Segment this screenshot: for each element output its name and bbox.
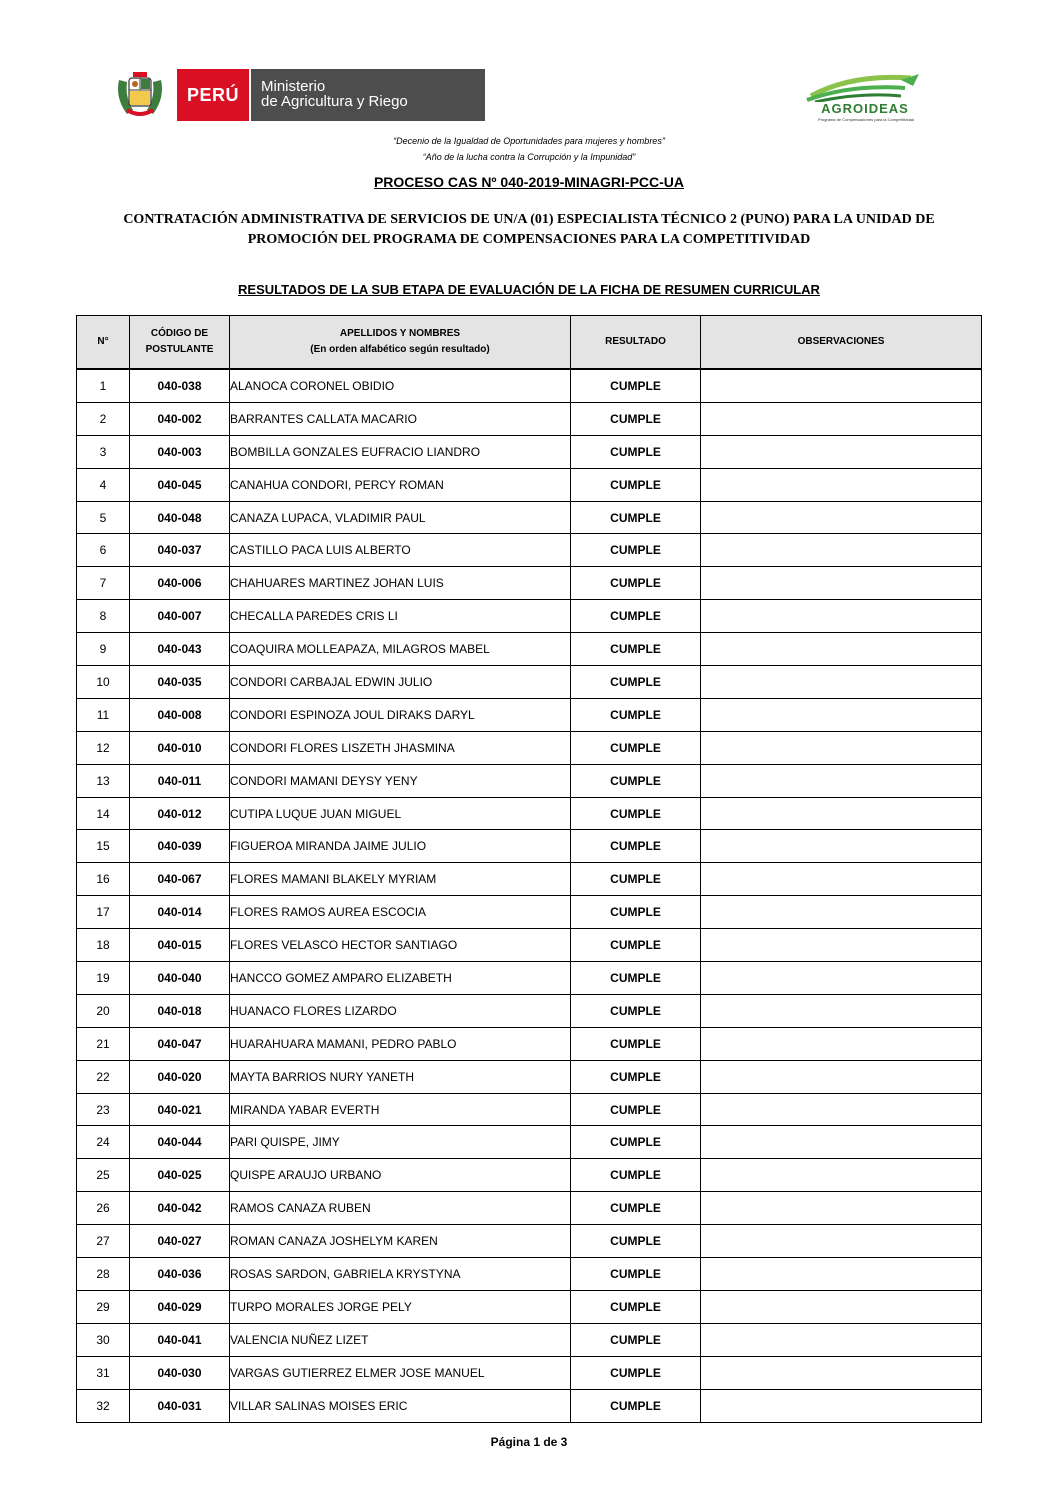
table-row <box>77 1093 982 1126</box>
header-name-line2: (En orden alfabético según resultado) <box>310 344 490 355</box>
row-number: 3 <box>77 435 130 468</box>
table-row <box>77 369 982 402</box>
applicant-code: 040-006 <box>130 567 230 600</box>
result-value: CUMPLE <box>571 929 701 962</box>
observations-cell <box>701 567 982 600</box>
row-number: 12 <box>77 731 130 764</box>
applicant-code: 040-039 <box>130 830 230 863</box>
table-row <box>77 1060 982 1093</box>
row-number: 24 <box>77 1126 130 1159</box>
table-row <box>77 1225 982 1258</box>
observations-cell <box>701 830 982 863</box>
result-value: CUMPLE <box>571 501 701 534</box>
table-row <box>77 534 982 567</box>
table-row <box>77 1126 982 1159</box>
applicant-code: 040-031 <box>130 1389 230 1422</box>
applicant-code: 040-045 <box>130 468 230 501</box>
observations-cell <box>701 994 982 1027</box>
applicant-name: VARGAS GUTIERREZ ELMER JOSE MANUEL <box>230 1356 571 1389</box>
applicant-name: CONDORI CARBAJAL EDWIN JULIO <box>230 666 571 699</box>
applicant-code: 040-036 <box>130 1258 230 1291</box>
observations-cell <box>701 929 982 962</box>
observations-cell <box>701 1060 982 1093</box>
applicant-name: CANAZA LUPACA, VLADIMIR PAUL <box>230 501 571 534</box>
applicant-name: FLORES VELASCO HECTOR SANTIAGO <box>230 929 571 962</box>
result-value: CUMPLE <box>571 1356 701 1389</box>
row-number: 15 <box>77 830 130 863</box>
applicant-name: BOMBILLA GONZALES EUFRACIO LIANDRO <box>230 435 571 468</box>
row-number: 32 <box>77 1389 130 1422</box>
agroideas-logo <box>801 70 931 122</box>
row-number: 8 <box>77 600 130 633</box>
observations-cell <box>701 1093 982 1126</box>
result-value: CUMPLE <box>571 600 701 633</box>
header-num: N° <box>77 316 130 370</box>
table-row <box>77 435 982 468</box>
applicant-code: 040-038 <box>130 369 230 402</box>
row-number: 5 <box>77 501 130 534</box>
applicant-code: 040-067 <box>130 863 230 896</box>
observations-cell <box>701 369 982 402</box>
result-value: CUMPLE <box>571 1290 701 1323</box>
result-value: CUMPLE <box>571 369 701 402</box>
applicant-name: HUANACO FLORES LIZARDO <box>230 994 571 1027</box>
table-row <box>77 633 982 666</box>
result-value: CUMPLE <box>571 435 701 468</box>
result-value: CUMPLE <box>571 1225 701 1258</box>
result-value: CUMPLE <box>571 666 701 699</box>
applicant-code: 040-027 <box>130 1225 230 1258</box>
result-value: CUMPLE <box>571 896 701 929</box>
applicant-code: 040-040 <box>130 962 230 995</box>
table-row <box>77 830 982 863</box>
row-number: 4 <box>77 468 130 501</box>
row-number: 25 <box>77 1159 130 1192</box>
table-row <box>77 797 982 830</box>
result-value: CUMPLE <box>571 830 701 863</box>
row-number: 11 <box>77 698 130 731</box>
applicant-code: 040-025 <box>130 1159 230 1192</box>
row-number: 30 <box>77 1323 130 1356</box>
row-number: 16 <box>77 863 130 896</box>
applicant-name: HANCCO GOMEZ AMPARO ELIZABETH <box>230 962 571 995</box>
slogan-line-2: “Año de la lucha contra la Corrupción y la Impunidad” <box>422 152 636 162</box>
result-value: CUMPLE <box>571 698 701 731</box>
results-title: RESULTADOS DE LA SUB ETAPA DE EVALUACIÓN DE LA FICHA DE RESUMEN CURRICULAR <box>238 282 820 297</box>
applicant-code: 040-047 <box>130 1027 230 1060</box>
applicant-name: CONDORI MAMANI DEYSY YENY <box>230 764 571 797</box>
observations-cell <box>701 962 982 995</box>
applicant-code: 040-048 <box>130 501 230 534</box>
applicant-name: BARRANTES CALLATA MACARIO <box>230 402 571 435</box>
applicant-code: 040-010 <box>130 731 230 764</box>
row-number: 6 <box>77 534 130 567</box>
table-row <box>77 1258 982 1291</box>
result-value: CUMPLE <box>571 402 701 435</box>
row-number: 29 <box>77 1290 130 1323</box>
result-value: CUMPLE <box>571 1258 701 1291</box>
result-value: CUMPLE <box>571 468 701 501</box>
applicant-code: 040-011 <box>130 764 230 797</box>
row-number: 14 <box>77 797 130 830</box>
table-row <box>77 929 982 962</box>
table-row <box>77 1027 982 1060</box>
letterhead <box>113 66 943 126</box>
applicant-name: ROMAN CANAZA JOSHELYM KAREN <box>230 1225 571 1258</box>
observations-cell <box>701 435 982 468</box>
result-value: CUMPLE <box>571 1093 701 1126</box>
slogan-line-1: “Decenio de la Igualdad de Oportunidades para mujeres y hombres” <box>393 136 665 146</box>
applicant-name: FLORES MAMANI BLAKELY MYRIAM <box>230 863 571 896</box>
applicant-name: QUISPE ARAUJO URBANO <box>230 1159 571 1192</box>
observations-cell <box>701 1225 982 1258</box>
agroideas-swoosh-icon <box>801 70 931 102</box>
result-value: CUMPLE <box>571 1323 701 1356</box>
result-value: CUMPLE <box>571 1192 701 1225</box>
header-observations: OBSERVACIONES <box>701 316 982 370</box>
row-number: 17 <box>77 896 130 929</box>
applicant-code: 040-030 <box>130 1356 230 1389</box>
header-code-line2: POSTULANTE <box>145 344 214 355</box>
observations-cell <box>701 1323 982 1356</box>
contract-line-1: CONTRATACIÓN ADMINISTRATIVA DE SERVICIOS DE UN/A (01) ESPECIALISTA TÉCNICO 2 (PUNO) PARA LA UNIDAD DE <box>123 212 935 227</box>
applicant-name: CHAHUARES MARTINEZ JOHAN LUIS <box>230 567 571 600</box>
table-row <box>77 962 982 995</box>
table-row <box>77 1356 982 1389</box>
table-row <box>77 896 982 929</box>
ministry-name-line1: Ministerio <box>261 78 326 95</box>
table-body <box>77 369 982 1422</box>
row-number: 10 <box>77 666 130 699</box>
table-row <box>77 402 982 435</box>
observations-cell <box>701 402 982 435</box>
applicant-name: CANAHUA CONDORI, PERCY ROMAN <box>230 468 571 501</box>
observations-cell <box>701 633 982 666</box>
row-number: 7 <box>77 567 130 600</box>
applicant-name: ALANOCA CORONEL OBIDIO <box>230 369 571 402</box>
applicant-code: 040-018 <box>130 994 230 1027</box>
ministry-logo <box>251 69 485 121</box>
row-number: 1 <box>77 369 130 402</box>
result-value: CUMPLE <box>571 1126 701 1159</box>
ministry-name-line2: de Agricultura y Riego <box>261 93 408 110</box>
applicant-name: HUARAHUARA MAMANI, PEDRO PABLO <box>230 1027 571 1060</box>
contract-description <box>80 210 978 250</box>
result-value: CUMPLE <box>571 1159 701 1192</box>
table-row <box>77 863 982 896</box>
applicant-name: CASTILLO PACA LUIS ALBERTO <box>230 534 571 567</box>
row-number: 13 <box>77 764 130 797</box>
observations-cell <box>701 797 982 830</box>
applicant-code: 040-041 <box>130 1323 230 1356</box>
row-number: 31 <box>77 1356 130 1389</box>
peru-logo: PERÚ <box>177 69 249 121</box>
table-header <box>77 316 982 370</box>
header-code <box>130 316 230 370</box>
applicant-code: 040-007 <box>130 600 230 633</box>
observations-cell <box>701 698 982 731</box>
applicant-name: RAMOS CANAZA RUBEN <box>230 1192 571 1225</box>
result-value: CUMPLE <box>571 534 701 567</box>
result-value: CUMPLE <box>571 567 701 600</box>
applicant-name: CONDORI ESPINOZA JOUL DIRAKS DARYL <box>230 698 571 731</box>
observations-cell <box>701 1389 982 1422</box>
table-row <box>77 994 982 1027</box>
applicant-name: COAQUIRA MOLLEAPAZA, MILAGROS MABEL <box>230 633 571 666</box>
applicant-name: VILLAR SALINAS MOISES ERIC <box>230 1389 571 1422</box>
table-row <box>77 666 982 699</box>
applicant-name: CUTIPA LUQUE JUAN MIGUEL <box>230 797 571 830</box>
applicant-code: 040-002 <box>130 402 230 435</box>
observations-cell <box>701 600 982 633</box>
observations-cell <box>701 501 982 534</box>
observations-cell <box>701 896 982 929</box>
agroideas-tagline: Programa de Compensaciones para la Competitividad <box>817 117 915 122</box>
applicant-name: ROSAS SARDON, GABRIELA KRYSTYNA <box>230 1258 571 1291</box>
result-value: CUMPLE <box>571 863 701 896</box>
observations-cell <box>701 1027 982 1060</box>
observations-cell <box>701 764 982 797</box>
observations-cell <box>701 1356 982 1389</box>
process-title: PROCESO CAS Nº 040-2019-MINAGRI-PCC-UA <box>373 174 685 190</box>
applicant-name: FIGUEROA MIRANDA JAIME JULIO <box>230 830 571 863</box>
observations-cell <box>701 1192 982 1225</box>
result-value: CUMPLE <box>571 633 701 666</box>
applicant-code: 040-008 <box>130 698 230 731</box>
header-name-line1: APELLIDOS Y NOMBRES <box>339 328 461 339</box>
table-row <box>77 600 982 633</box>
table-row <box>77 468 982 501</box>
coat-of-arms-logo <box>113 70 167 120</box>
result-value: CUMPLE <box>571 1389 701 1422</box>
row-number: 27 <box>77 1225 130 1258</box>
row-number: 22 <box>77 1060 130 1093</box>
applicant-code: 040-043 <box>130 633 230 666</box>
applicant-name: CONDORI FLORES LISZETH JHASMINA <box>230 731 571 764</box>
table-row <box>77 1159 982 1192</box>
applicant-code: 040-035 <box>130 666 230 699</box>
table-row <box>77 764 982 797</box>
applicant-name: TURPO MORALES JORGE PELY <box>230 1290 571 1323</box>
result-value: CUMPLE <box>571 1027 701 1060</box>
row-number: 9 <box>77 633 130 666</box>
applicant-code: 040-021 <box>130 1093 230 1126</box>
header-result: RESULTADO <box>571 316 701 370</box>
table-row <box>77 731 982 764</box>
observations-cell <box>701 863 982 896</box>
row-number: 19 <box>77 962 130 995</box>
applicant-name: PARI QUISPE, JIMY <box>230 1126 571 1159</box>
applicant-name: MAYTA BARRIOS NURY YANETH <box>230 1060 571 1093</box>
row-number: 26 <box>77 1192 130 1225</box>
result-value: CUMPLE <box>571 1060 701 1093</box>
observations-cell <box>701 468 982 501</box>
observations-cell <box>701 731 982 764</box>
observations-cell <box>701 1159 982 1192</box>
table-row <box>77 501 982 534</box>
row-number: 20 <box>77 994 130 1027</box>
observations-cell <box>701 1126 982 1159</box>
results-table <box>76 315 982 1423</box>
table-row <box>77 1389 982 1422</box>
applicant-name: VALENCIA NUÑEZ LIZET <box>230 1323 571 1356</box>
applicant-code: 040-044 <box>130 1126 230 1159</box>
row-number: 21 <box>77 1027 130 1060</box>
header-code-line1: CÓDIGO DE <box>150 328 209 339</box>
page-number: Página 1 de 3 <box>490 1435 568 1449</box>
result-value: CUMPLE <box>571 797 701 830</box>
observations-cell <box>701 534 982 567</box>
header-name <box>230 316 571 370</box>
observations-cell <box>701 666 982 699</box>
observations-cell <box>701 1290 982 1323</box>
applicant-code: 040-037 <box>130 534 230 567</box>
row-number: 18 <box>77 929 130 962</box>
result-value: CUMPLE <box>571 764 701 797</box>
applicant-code: 040-042 <box>130 1192 230 1225</box>
applicant-code: 040-020 <box>130 1060 230 1093</box>
applicant-name: FLORES RAMOS AUREA ESCOCIA <box>230 896 571 929</box>
applicant-name: CHECALLA PAREDES CRIS LI <box>230 600 571 633</box>
contract-line-2: PROMOCIÓN DEL PROGRAMA DE COMPENSACIONES PARA LA COMPETITIVIDAD <box>247 232 811 247</box>
applicant-code: 040-012 <box>130 797 230 830</box>
result-value: CUMPLE <box>571 994 701 1027</box>
agroideas-label: AGROIDEAS <box>821 101 909 116</box>
row-number: 2 <box>77 402 130 435</box>
result-value: CUMPLE <box>571 731 701 764</box>
observations-cell <box>701 1258 982 1291</box>
table-row <box>77 698 982 731</box>
table-row <box>77 1192 982 1225</box>
row-number: 23 <box>77 1093 130 1126</box>
applicant-code: 040-003 <box>130 435 230 468</box>
row-number: 28 <box>77 1258 130 1291</box>
result-value: CUMPLE <box>571 962 701 995</box>
table-row <box>77 1323 982 1356</box>
applicant-code: 040-015 <box>130 929 230 962</box>
applicant-code: 040-029 <box>130 1290 230 1323</box>
applicant-code: 040-014 <box>130 896 230 929</box>
table-row <box>77 567 982 600</box>
table-row <box>77 1290 982 1323</box>
applicant-name: MIRANDA YABAR EVERTH <box>230 1093 571 1126</box>
